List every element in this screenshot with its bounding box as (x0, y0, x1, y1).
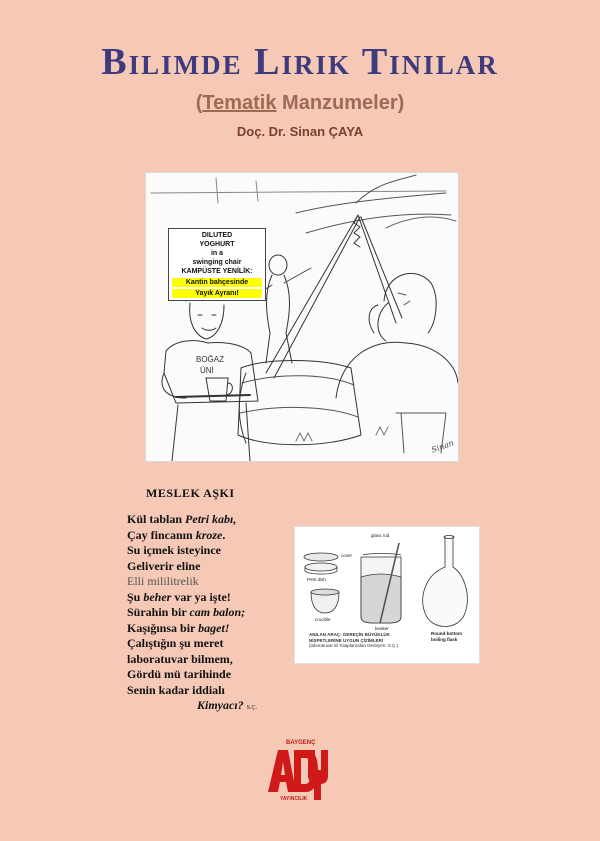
poem-signature: S.Ç. (246, 705, 258, 711)
note-line-3: in a (210, 250, 224, 257)
poem-line: Kül tablan Petri kabı, (127, 512, 237, 526)
subtitle-open-paren: ( (195, 92, 203, 114)
shirt-text-1: BOĞAZ (196, 355, 225, 364)
lab-equipment-illustration (294, 526, 480, 664)
poem-line: Çalıştığın şu meret (127, 636, 224, 650)
poem-title: MESLEK AŞKI (146, 486, 235, 500)
label-cover: cover (341, 553, 353, 558)
label-flask-1: Round-bottom (431, 631, 462, 636)
poem-line: Su içmek isteyince (127, 543, 221, 557)
poem-line: Elli mililitrelik (127, 574, 199, 588)
book-subtitle (0, 92, 600, 115)
label-beaker: beaker (375, 626, 389, 631)
note-line-2: YOGHURT (199, 241, 235, 248)
subtitle-underlined-word: Tematik (202, 92, 277, 114)
lab-caption-line-2: NİSPETLERİNE UYGUN ÇİZİMLERİ (309, 637, 384, 643)
artist-signature: Sinan (430, 438, 455, 455)
subtitle-rest: Manzumeler) (276, 92, 405, 114)
lab-caption (309, 632, 409, 649)
note-highlight-2: Yayık Ayranı! (172, 289, 262, 298)
author-name: Doç. Dr. Sinan ÇAYA (236, 124, 364, 139)
publisher-name-top: BAYGENÇ (286, 740, 316, 746)
poem-line: Şu beher var ya işte! (127, 589, 231, 604)
label-crucible: crucible (315, 617, 331, 622)
poem-line: Kaşığınsa bir baget! (127, 620, 230, 635)
note-heading: KAMPÜSTE YENİLİK: (181, 268, 253, 275)
note-line-1: DILUTED (201, 232, 233, 239)
lab-caption-line-3: (laboratuvar El Kitaplarından Derleyen: S.Ç.) (309, 643, 399, 648)
sketch-drawing (146, 173, 458, 461)
publisher-logo-mark (264, 740, 330, 802)
label-flask-2: boiling flask (431, 637, 458, 642)
shirt-text-2: ÜNİ (200, 366, 214, 375)
poem-last-line: Kimyacı? S.Ç. (197, 698, 258, 712)
publisher-name-bottom: YAYINCILIK (280, 796, 308, 802)
poem-body (127, 512, 297, 717)
note-line-4: swinging chair (192, 259, 242, 266)
poem-line: Geliverir eline (127, 558, 201, 573)
lab-caption-line-1: ANILAN ARAÇ- GEREÇİN BÜYÜKLÜK (309, 632, 390, 637)
book-title: Bilimde Lirik Tınılar (101, 41, 499, 83)
poem-line: Gördü mü tarihinde (127, 667, 232, 681)
poem-line: Çay fincanın kroze. (127, 527, 226, 542)
label-petri-dish: Petri dish (307, 577, 326, 582)
publisher-logo (264, 740, 330, 802)
sketch-caption-note (168, 228, 266, 301)
campus-sketch-illustration (145, 172, 459, 462)
poem-line: Senin kadar iddialı (127, 682, 225, 697)
note-highlight-1: Kantin bahçesinde (172, 278, 262, 287)
poem-line: laboratuvar bilmem, (127, 651, 233, 666)
label-glass-rod: glass rod (371, 533, 390, 538)
poem-line: Sürahin bir cam balon; (127, 605, 246, 619)
